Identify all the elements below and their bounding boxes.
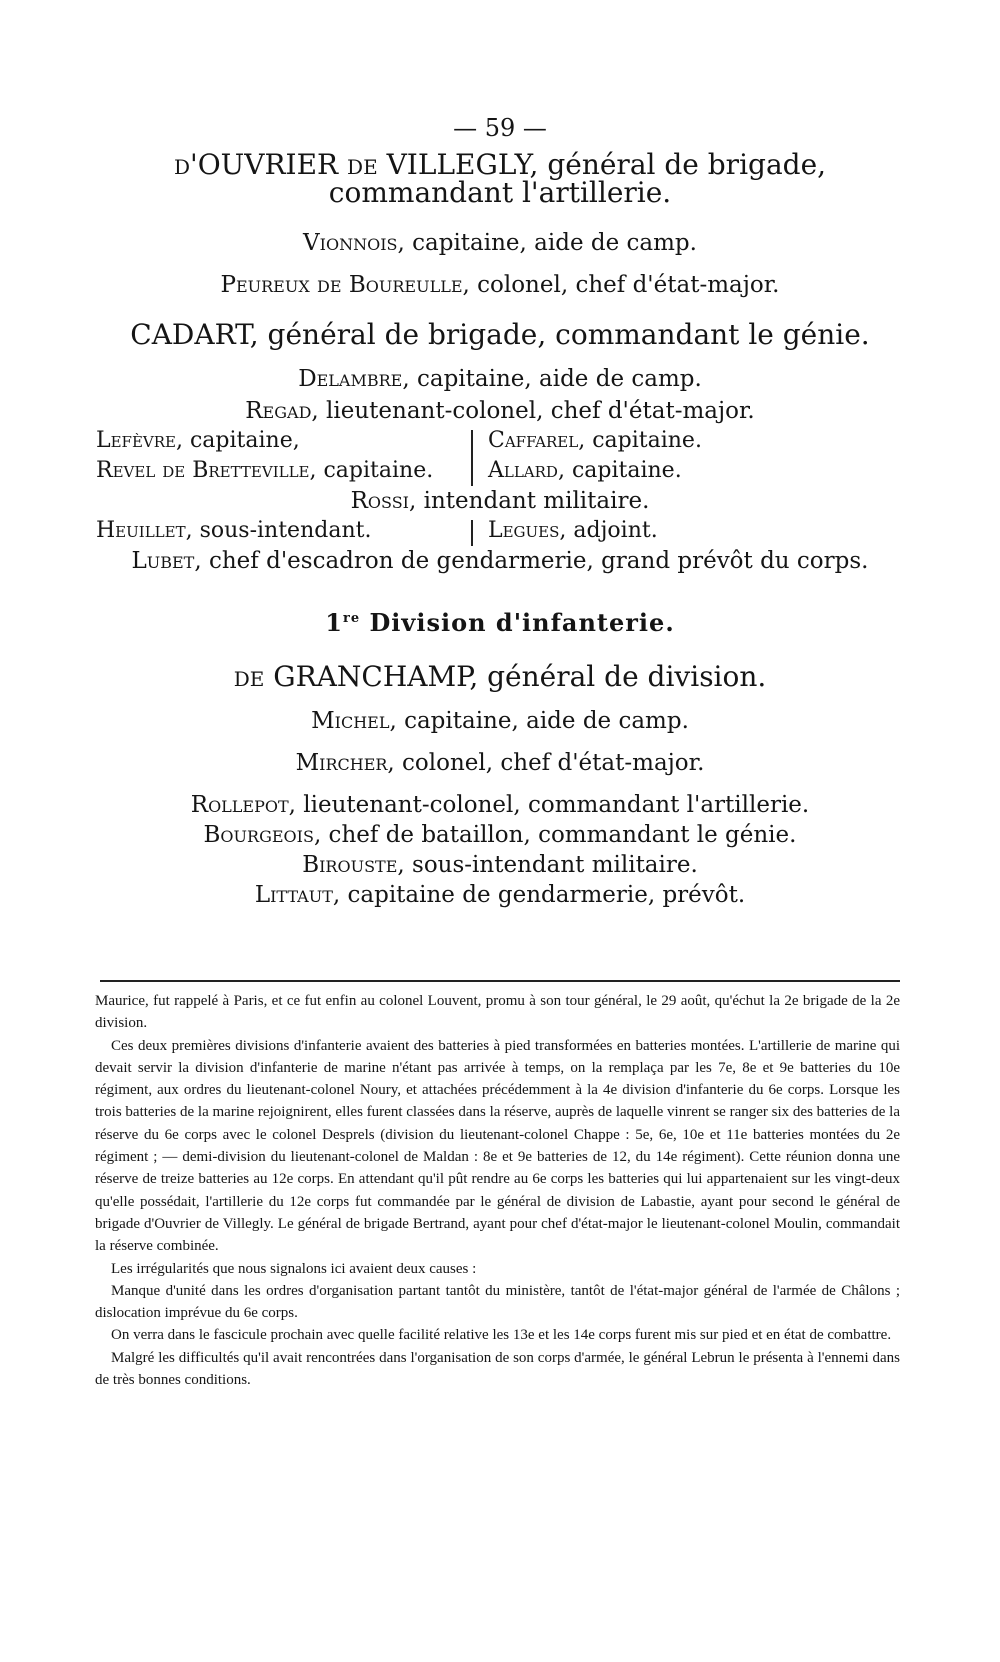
artillery-commander-line2: commandant l'artillerie. [328, 176, 672, 209]
pair-left: Heuillet, sous-intendant. [96, 518, 372, 543]
footnote-paragraph: Ces deux premières divisions d'infanterie avaient des batteries à pied transformées en batteries montées. L'artillerie de marine qui devait servir la division d'infanterie de marine n'étant pas arrivée à temps, on la remplaça par les 7e, 8e et 9e batteries du 10e régiment, aux ordres du lieutenant-colonel Noury, et attachées précédemment à la 4e division d'infanterie du 6e corps. Lorsque les trois batteries de la marine rejoignirent, elles furent classées dans la réserve, auprès de laquelle vinrent se ranger six des batteries de la réserve du 6e corps avec le colonel Desprels (division du lieutenant-colonel Chappe : 5e, 6e, 10e et 11e batteries montées du 2e régiment ; — demi-division du lieutenant-colonel de Maldan : 8e et 9e batteries de 12, du 14e régiment). Cette réunion donna une réserve de treize batteries au 12e corps. En attendant qu'il pût rendre au 6e corps les batteries qui lui appartenaient sur les vingt-deux qu'elle possédait, l'artillerie du 12e corps fut commandée par le général de division de Labastie, ayant pour second le général de brigade d'Ouvrier de Villegly. Le général de brigade Bertrand, ayant pour chef d'état-major le lieutenant-colonel Moulin, commandait la réserve combinée. [95, 1037, 900, 1255]
division-staff-entry: Birouste, sous-intendant militaire. [302, 852, 698, 878]
division-staff-entry: Littaut, capitaine de gendarmerie, prévôt. [254, 882, 746, 908]
column-divider [471, 520, 473, 546]
pair-right: Allard, capitaine. [488, 458, 682, 483]
footnotes [95, 990, 900, 1391]
provost-entry: Lubet, chef d'escadron de gendarmerie, grand prévôt du corps. [131, 548, 869, 574]
staff-entry: Delambre, capitaine, aide de camp. [298, 366, 702, 392]
footnote-paragraph: Maurice, fut rappelé à Paris, et ce fut enfin au colonel Louvent, promu à son tour général, le 29 août, qu'échut la 2e brigade de la 2e division. [95, 993, 900, 1032]
pair-left: Revel de Bretteville, capitaine. [96, 458, 434, 483]
footnote-paragraph: On verra dans le fascicule prochain avec quelle facilité relative les 13e et les 14e corps furent mis sur pied et en état de combattre. [111, 1327, 892, 1344]
footnote-paragraph: Manque d'unité dans les ordres d'organisation partant tantôt du ministère, tantôt de l'état-major général de l'armée de Châlons ; dislocation imprévue du 6e corps. [95, 1282, 900, 1322]
division-staff-entry: Michel, capitaine, aide de camp. [311, 708, 689, 734]
footnote-rule [100, 980, 900, 982]
staff-entry: Peureux de Boureulle, colonel, chef d'état-major. [220, 272, 780, 298]
intendant-entry: Rossi, intendant militaire. [350, 488, 650, 514]
page-number: — 59 — [453, 114, 547, 142]
pair-left: Lefèvre, capitaine, [96, 428, 300, 453]
division-staff-entry: Bourgeois, chef de bataillon, commandant le génie. [203, 822, 797, 848]
staff-entry: Regad, lieutenant-colonel, chef d'état-major. [245, 398, 755, 424]
artillery-commander: d'OUVRIER de VILLEGLY, général de brigade, [173, 148, 827, 181]
footnote-paragraph: Les irrégularités que nous signalons ici avaient deux causes : [111, 1260, 477, 1277]
pair-right: Legues, adjoint. [488, 518, 658, 543]
pair-right: Caffarel, capitaine. [488, 428, 702, 453]
staff-entry: Vionnois, capitaine, aide de camp. [303, 230, 697, 256]
division-staff-entry: Mircher, colonel, chef d'état-major. [295, 750, 705, 776]
footnote-paragraph: Malgré les difficultés qu'il avait rencontrées dans l'organisation de son corps d'armée, le général Lebrun le présenta à l'ennemi dans de très bonnes conditions. [95, 1349, 900, 1389]
division-general: de GRANCHAMP, général de division. [233, 660, 767, 693]
column-divider [471, 430, 473, 486]
division-title: 1re Division d'infanterie. [325, 608, 675, 637]
engineers-commander: CADART, général de brigade, commandant le génie. [130, 318, 870, 351]
division-staff-entry: Rollepot, lieutenant-colonel, commandant l'artillerie. [190, 792, 810, 818]
